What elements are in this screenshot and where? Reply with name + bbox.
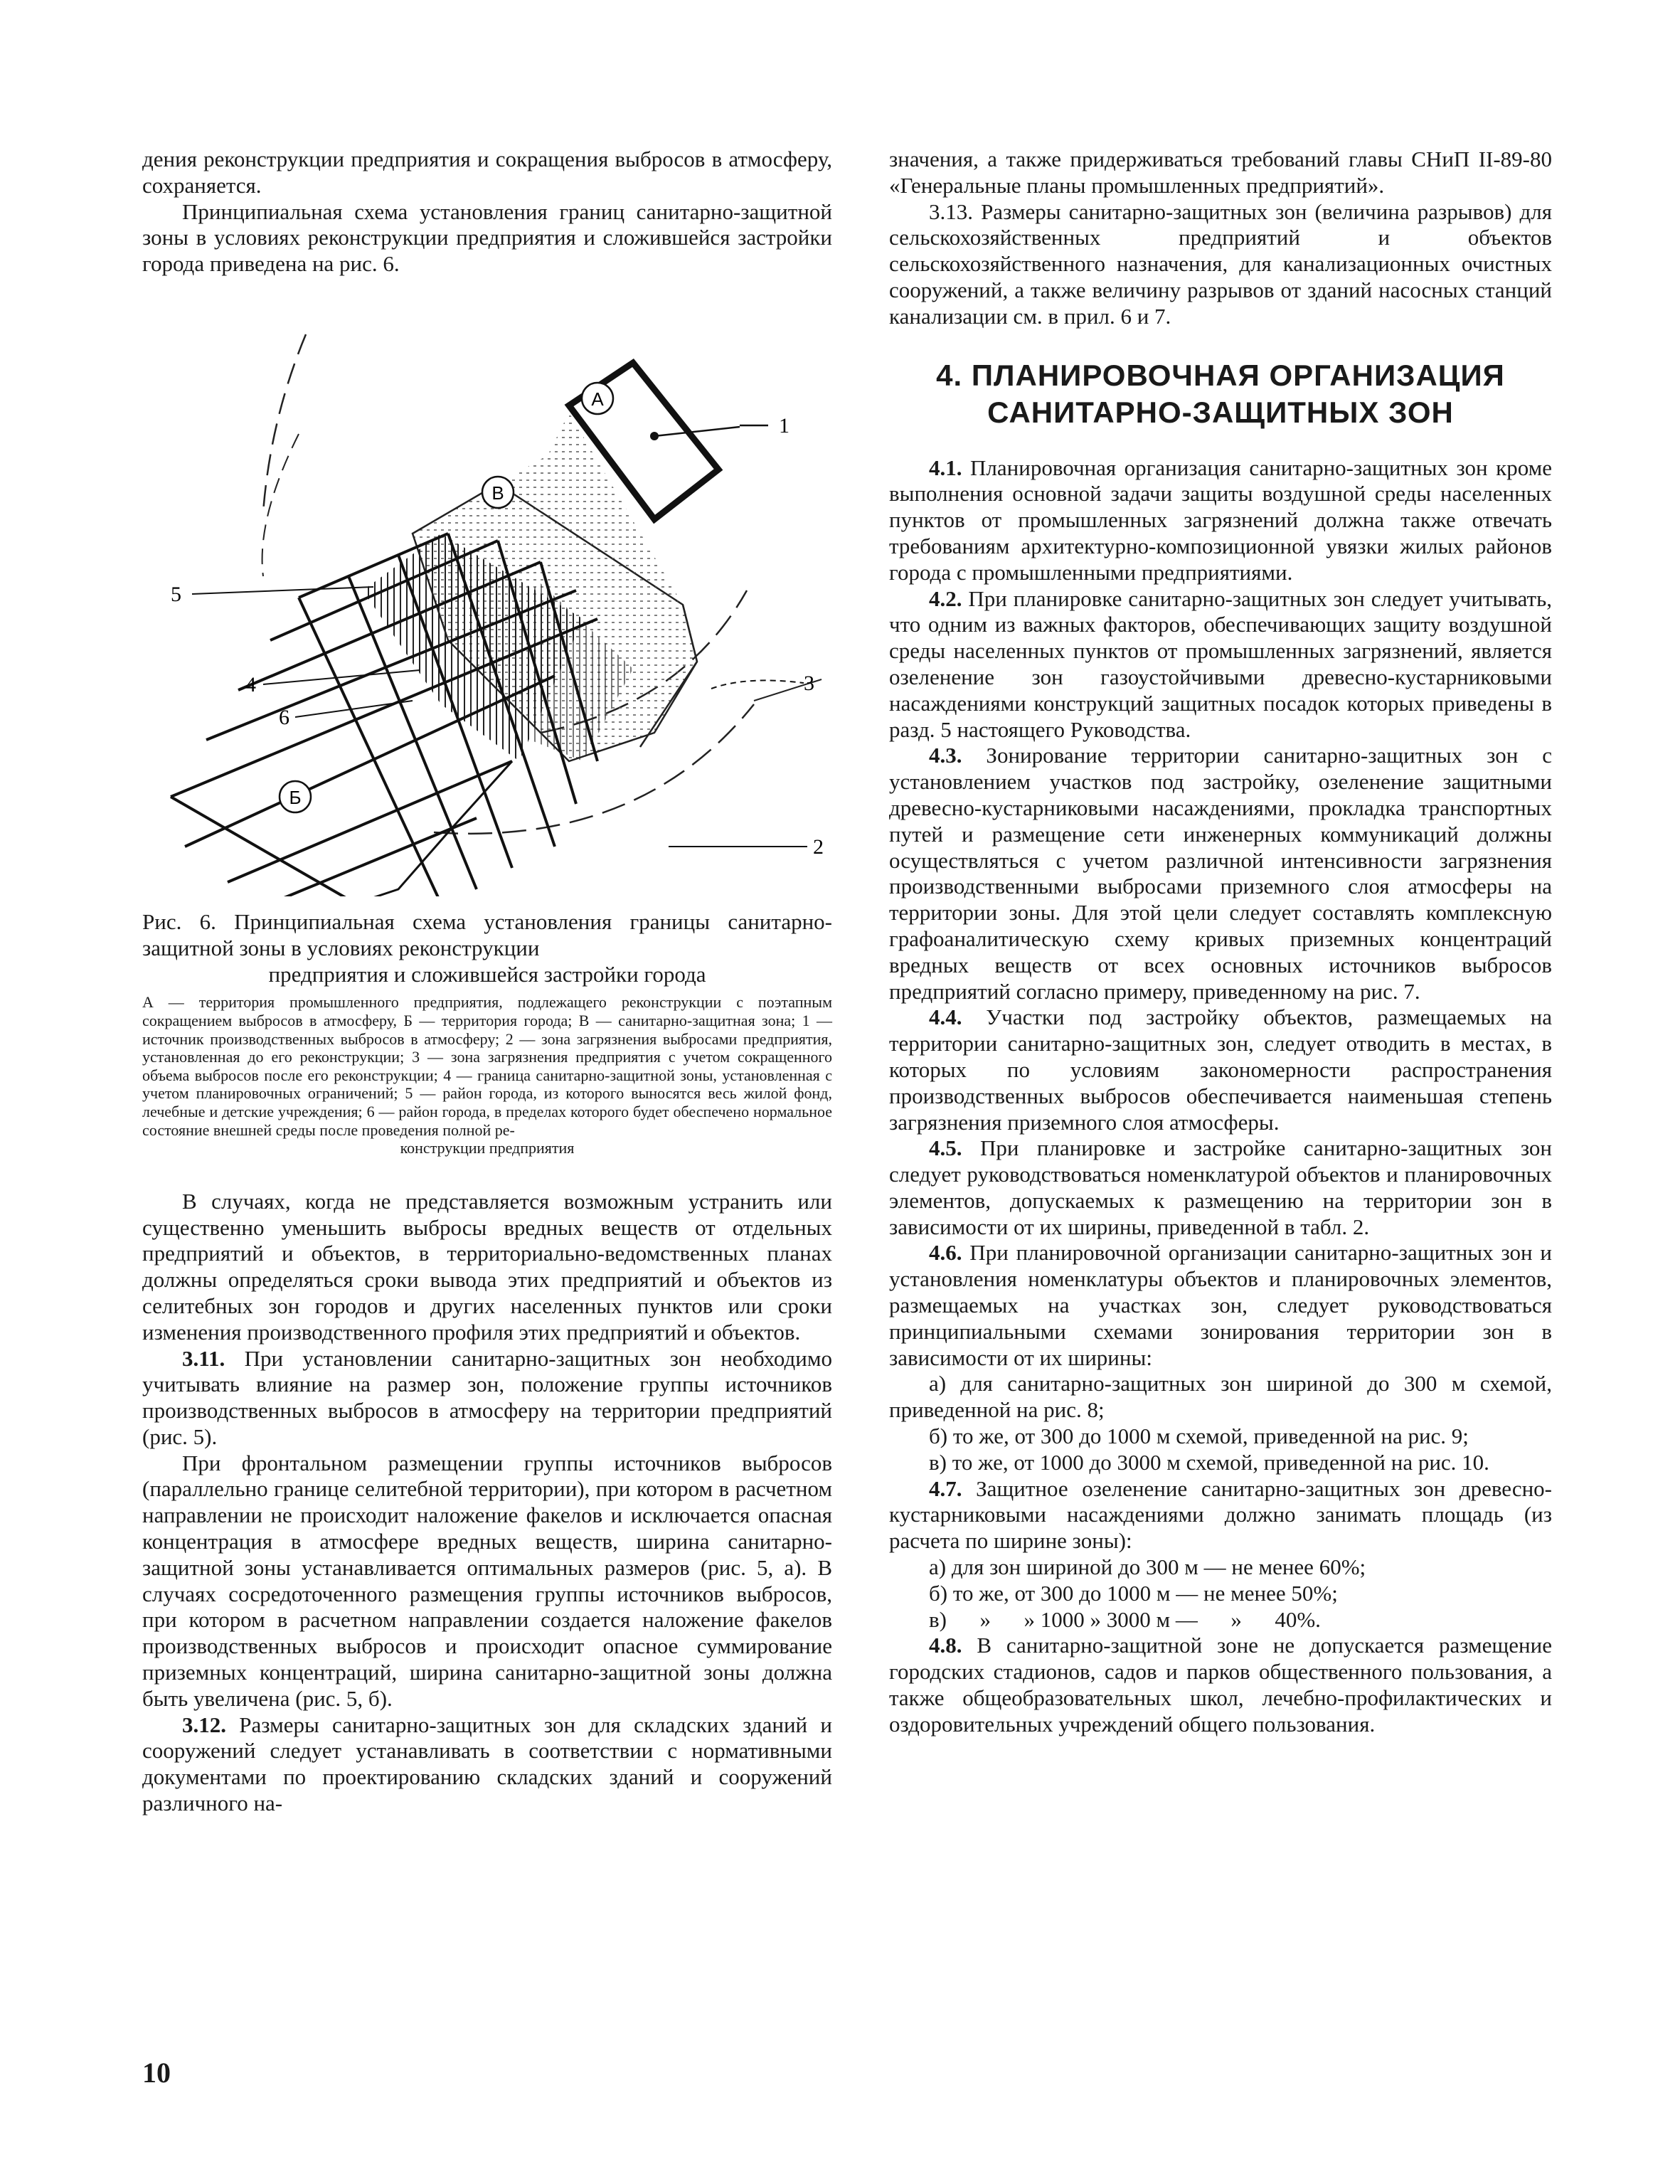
section-number: 4.3. xyxy=(929,743,962,768)
paragraph-text: Размеры санитарно-защитных зон для складских зданий и сооружений следует устанавливать в соответствии с нормативными документами по проектированию складских зданий и сооружений различного на- xyxy=(142,1712,832,1816)
heading-line-2: САНИТАРНО-ЗАЩИТНЫХ ЗОН xyxy=(987,395,1454,429)
legend-text-end: конструкции предприятия xyxy=(400,1139,575,1157)
page-number: 10 xyxy=(142,2057,171,2089)
paragraph-3-13 xyxy=(889,199,1552,330)
paragraph-4-4 xyxy=(889,1004,1552,1135)
paragraph-4-5 xyxy=(889,1135,1552,1240)
section-number: 4.6. xyxy=(929,1240,962,1266)
list-4-7 xyxy=(889,1554,1552,1633)
paragraph-text: При планировке и застройке санитарно-защитных зон следует руководствоваться номенклатурой объектов и планировочных элементов, допускаемых к размещению на территории зон в зависимости от их ширины, приведенной в табл. 2. xyxy=(889,1135,1552,1239)
caption-title xyxy=(142,909,832,987)
section-number: 4.4. xyxy=(929,1004,962,1030)
label-v: В xyxy=(491,482,504,504)
section-number: 4.8. xyxy=(929,1633,962,1658)
section-number: 3.12. xyxy=(182,1712,226,1737)
paragraph-text: Зонирование территории санитарно-защитных зон с установлением участков под застройку, озеленение защитными древесно-кустарниковыми насаждениями, прокладка транспортных путей и размещение сети инженерных коммуникаций должны осуществляться с учетом различной интенсивности загрязнения производственными выбросами приземного слоя атмосферы на территории зоны. Для этой цели следует составлять комплексную графоаналитическую схему кривых приземных концентраций вредных веществ от всех основных источников выбросов предприятий согласно примеру, приведенному на рис. 7. xyxy=(889,743,1552,1004)
caption-line-1: Рис. 6. Принципиальная схема установления границы санитарно-защитной зоны в условиях реконструкции xyxy=(142,908,832,960)
label-3: 3 xyxy=(804,671,814,695)
section-number: 4.2. xyxy=(929,585,962,611)
figure-6-diagram xyxy=(142,306,832,896)
paragraph-4-6 xyxy=(889,1240,1552,1371)
label-b-city: Б xyxy=(289,786,302,808)
section-number: 3.13. xyxy=(929,198,973,224)
paragraph-4-3 xyxy=(889,743,1552,1004)
list-item: в) то же, от 1000 до 3000 м схемой, приведенной на рис. 10. xyxy=(929,1449,1489,1475)
list-4-6 xyxy=(889,1371,1552,1475)
list-item: б) то же, от 300 до 1000 м схемой, приведенной на рис. 9; xyxy=(929,1424,1469,1449)
heading-line-1: 4. ПЛАНИРОВОЧНАЯ ОРГАНИЗАЦИЯ xyxy=(936,358,1505,392)
paragraph-4-8 xyxy=(889,1633,1552,1737)
paragraph: Принципиальная схема установления границ санитарно-защитной зоны в условиях реконструкции предприятия и сложившейся застройки города приведена на рис. 6. xyxy=(142,198,832,277)
label-a: А xyxy=(591,388,604,410)
right-column xyxy=(889,147,1552,1738)
paragraph-text: При планировочной организации санитарно-защитных зон и установления номенклатуры объектов и планировочных элементов, размещаемых на участках зон, следует руководствоваться принципиальными схемами зонирования территории зон в зависимости от их ширины: xyxy=(889,1240,1552,1370)
list-item: в) » » 1000 » 3000 м — » 40%. xyxy=(929,1606,1321,1632)
paragraph-text: Размеры санитарно-защитных зон (величина разрывов) для сельскохозяйственных предприятий и объектов сельскохозяйственного назначения, для канализационных очистных сооружений, а также величину разрывов от зданий насосных станций канализации см. в прил. 6 и 7. xyxy=(889,198,1552,329)
paragraph-4-1 xyxy=(889,455,1552,586)
label-1: 1 xyxy=(779,413,790,438)
list-item: а) для зон шириной до 300 м — не менее 60%; xyxy=(929,1554,1366,1580)
section-heading xyxy=(889,357,1552,431)
section-number: 3.11. xyxy=(182,1345,225,1371)
label-6: 6 xyxy=(279,705,289,729)
paragraph-text: Защитное озеленение санитарно-защитных зон древесно-кустарниковыми насаждениями должно занимать площадь (из расчета по ширине зоны): xyxy=(889,1475,1552,1554)
paragraph: дения реконструкции предприятия и сокращения выбросов в атмосферу, сохраняется. xyxy=(142,147,832,198)
paragraph: В случаях, когда не представляется возможным устранить или существенно уменьшить выбросы вредных веществ от отдельных предприятий и объектов, в территориально-ведомственных планах должны определяться сроки вывода этих предприятий и объектов из селитебных зон городов и других населенных пунктов или сроки изменения производственного профиля этих предприятий и объектов. xyxy=(142,1188,832,1345)
section-number: 4.5. xyxy=(929,1135,962,1161)
paragraph-text: Планировочная организация санитарно-защитных зон кроме выполнения основной задачи защиты воздушной среды населенных пунктов от промышленных загрязнений должна также отвечать требованиям архитектурно-композиционной увязки жилых районов города с промышленными предприятиями. xyxy=(889,455,1552,585)
paragraph-text: При планировке санитарно-защитных зон следует учитывать, что одним из важных факторов, обеспечивающих защиту воздушной среды населенных пунктов от промышленных загрязнений, является озеленение зон газоустойчивыми древесно-кустарниковыми насаждениями конструкций защитных посадок которых приведены в разд. 5 настоящего Руководства. xyxy=(889,585,1552,742)
paragraph: значения, а также придерживаться требований главы СНиП II-89-80 «Генеральные планы промышленных предприятий». xyxy=(889,147,1552,198)
paragraph-text: При установлении санитарно-защитных зон необходимо учитывать влияние на размер зон, положение группы источников производственных выбросов в атмосферу на территории предприятий (рис. 5). xyxy=(142,1345,832,1449)
label-2: 2 xyxy=(813,834,824,859)
paragraph-4-7 xyxy=(889,1476,1552,1554)
paragraph-3-11 xyxy=(142,1346,832,1451)
section-number: 4.1. xyxy=(929,455,962,480)
label-4: 4 xyxy=(245,672,256,696)
paragraph-4-2 xyxy=(889,586,1552,743)
section-number: 4.7. xyxy=(929,1475,962,1501)
list-item: б) то же, от 300 до 1000 м — не менее 50%; xyxy=(929,1580,1338,1606)
caption-line-2: предприятия и сложившейся застройки города xyxy=(268,961,706,987)
paragraph-text: В санитарно-защитной зоне не допускается размещение городских стадионов, садов и парков общественного пользования, а также общеобразовательных школ, лечебно-профилактических и оздоровительных учреждений общего пользования. xyxy=(889,1633,1552,1737)
list-item: а) для санитарно-защитных зон шириной до 300 м схемой, приведенной на рис. 8; xyxy=(889,1371,1552,1423)
figure-legend xyxy=(142,993,832,1157)
left-column xyxy=(142,147,832,1817)
paragraph-text: Участки под застройку объектов, размещаемых на территории санитарно-защитных зон, следует отводить в местах, в которых по условиям закономерности распространения производственных выбросов обеспечивается наименьшая степень загрязнения приземного слоя атмосферы. xyxy=(889,1004,1552,1135)
legend-text: А — территория промышленного предприятия, подлежащего реконструкции с поэтапным сокращением выбросов в атмосферу, Б — территория города; В — санитарно-защитная зона; 1 — источник производственных выбросов в атмосферу; 2 — зона загрязнения выбросами предприятия, установленная до его реконструкции; 3 — зона загрязнения предприятия с учетом сокращенного объема выбросов после его реконструкции; 4 — граница санитарно-защитной зоны, установленная с учетом планировочных ограничений; 5 — район города, из которого выносятся весь жилой фонд, лечебные и детские учреждения; 6 — район города, в пределах которого будет обеспечено нормальное состояние внешней среды после проведения полной ре- xyxy=(142,993,832,1139)
paragraph-3-12 xyxy=(142,1712,832,1817)
paragraph: При фронтальном размещении группы источников выбросов (параллельно границе селитебной территории), при котором в расчетном направлении не происходит наложение факелов и исключается опасная концентрация в атмосфере вредных веществ, ширина санитарно-защитной зоны устанавливается оптимальных размеров (рис. 5, а). В случаях сосредоточенного размещения группы источников выбросов, при котором в расчетном направлении создается наложение факелов производственных выбросов и происходит опасное суммирование приземных концентраций, ширина санитарно-защитной зоны должна быть увеличена (рис. 5, б). xyxy=(142,1450,832,1711)
figure-caption xyxy=(142,909,832,1157)
figure-6 xyxy=(142,306,832,896)
label-5: 5 xyxy=(171,582,181,606)
